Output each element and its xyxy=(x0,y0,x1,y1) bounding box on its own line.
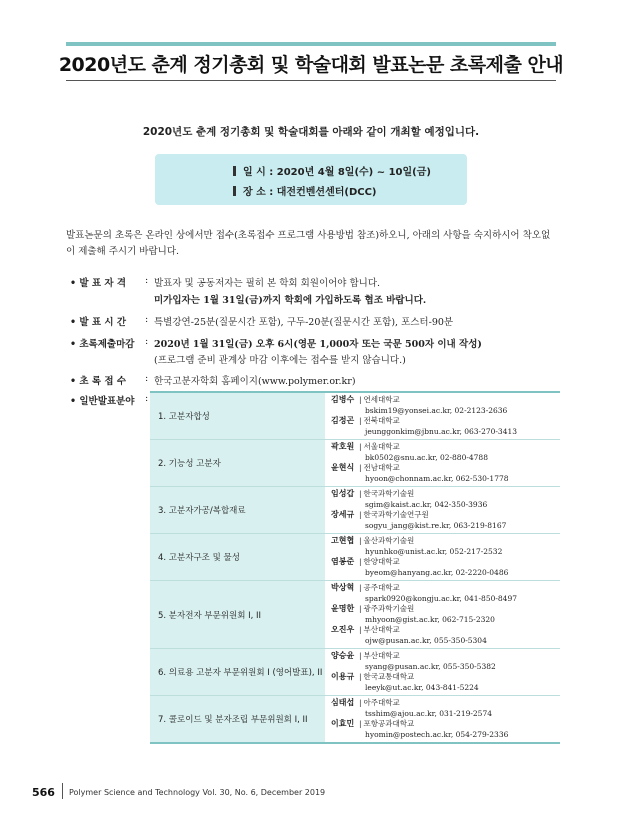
separator: | xyxy=(359,489,362,498)
contact-org: 광주과학기술원 xyxy=(363,604,415,613)
contact-person xyxy=(331,672,560,693)
contact-detail: mhyoon@gist.ac.kr, 062-715-2320 xyxy=(365,614,495,624)
contact-org: 포항공과대학교 xyxy=(363,719,415,728)
contact-person xyxy=(331,510,560,531)
contact-info xyxy=(359,395,507,416)
contact-org: 한국과학기술원 xyxy=(363,489,415,498)
contact-org: 부산대학교 xyxy=(363,651,400,660)
item-value: 발표자 및 공동저자는 필히 본 학회 회원이어야 합니다. xyxy=(154,278,381,289)
colon: : xyxy=(145,336,149,347)
contact-org: 전남대학교 xyxy=(363,463,400,472)
contact-person xyxy=(331,625,560,646)
field-contacts xyxy=(325,649,560,695)
contact-name: 윤명한 xyxy=(331,604,355,613)
contact-info xyxy=(359,604,495,625)
separator: | xyxy=(359,719,362,728)
contact-name: 김정곤 xyxy=(331,416,355,425)
contact-person xyxy=(331,395,560,416)
contact-name: 김병수 xyxy=(331,395,355,404)
contact-person xyxy=(331,442,560,463)
item-label: • 일반발표분야 xyxy=(70,396,135,407)
contact-detail: sogyu_jang@kist.re.kr, 063-219-8167 xyxy=(365,520,507,530)
contact-info xyxy=(359,583,517,604)
contact-name: 곽호원 xyxy=(331,442,355,451)
contact-person xyxy=(331,698,560,719)
page-title: 2020년도 춘계 정기총회 및 학술대회 발표논문 초록제출 안내 xyxy=(58,54,564,76)
contact-info xyxy=(359,651,496,672)
field-category: 7. 콜로이드 및 분자조립 부문위원회 I, II xyxy=(150,696,325,742)
field-contacts xyxy=(325,534,560,580)
contact-info xyxy=(359,625,487,646)
field-category: 6. 의료용 고분자 부문위원회 I (영어발표), II xyxy=(150,649,325,695)
contact-person xyxy=(331,489,560,510)
table-row xyxy=(150,695,560,742)
contact-person xyxy=(331,604,560,625)
item-label: • 발 표 시 간 xyxy=(70,317,127,328)
contact-org: 한국교통대학교 xyxy=(363,672,415,681)
contact-detail: jeunggonkim@jbnu.ac.kr, 063-270-3413 xyxy=(365,426,518,436)
separator: | xyxy=(359,463,362,472)
contact-org: 부산대학교 xyxy=(363,625,400,634)
instruction-paragraph: 발표논문의 초록은 온라인 상에서만 접수(초록접수 프로그램 사용방법 참조)하오니, 아래의 사항을 숙지하시어 착오없이 제출해 주시기 바랍니다. xyxy=(66,230,551,257)
info-date-text: 일 시 : 2020년 4월 8일(수) ~ 10일(금) xyxy=(243,167,431,178)
item-value: (프로그램 준비 관계상 마감 이후에는 접수를 받지 않습니다.) xyxy=(154,355,406,366)
contact-info xyxy=(359,510,506,531)
contact-detail: syang@pusan.ac.kr, 055-350-5382 xyxy=(365,661,496,671)
contact-org: 공주대학교 xyxy=(363,583,400,592)
separator: | xyxy=(359,583,362,592)
table-row xyxy=(150,486,560,533)
contact-person xyxy=(331,651,560,672)
contact-org: 울산과학기술원 xyxy=(363,536,415,545)
info-place xyxy=(233,183,377,198)
item-value: 미가입자는 1월 31일(금)까지 학회에 가입하도록 협조 바랍니다. xyxy=(154,295,427,306)
item-label: • 초록제출마감 xyxy=(70,339,135,350)
contact-detail: hyoon@chonnam.ac.kr, 062-530-1778 xyxy=(365,473,509,483)
contact-detail: byeom@hanyang.ac.kr, 02-2220-0486 xyxy=(365,567,509,577)
contact-person xyxy=(331,557,560,578)
contact-org: 한양대학교 xyxy=(363,557,400,566)
contact-person xyxy=(331,719,560,740)
separator: | xyxy=(359,395,362,404)
field-category: 4. 고분자구조 및 물성 xyxy=(150,534,325,580)
separator: | xyxy=(359,416,362,425)
contact-info xyxy=(359,698,492,719)
colon: : xyxy=(145,314,149,325)
info-date xyxy=(233,163,431,178)
table-row xyxy=(150,648,560,695)
item-label: • 발 표 자 격 xyxy=(70,278,127,289)
info-place-text: 장 소 : 대전컨벤션센터(DCC) xyxy=(243,187,377,198)
field-contacts xyxy=(325,487,560,533)
bullet-bar-icon xyxy=(233,166,236,176)
separator: | xyxy=(359,698,362,707)
contact-detail: hyomin@postech.ac.kr, 054-279-2336 xyxy=(365,729,509,739)
contact-detail: ojw@pusan.ac.kr, 055-350-5304 xyxy=(365,635,487,645)
contact-name: 양승윤 xyxy=(331,651,355,660)
top-rule xyxy=(66,42,556,46)
contact-info xyxy=(359,557,508,578)
footer-divider xyxy=(62,783,63,799)
contact-info xyxy=(359,442,488,463)
table-row xyxy=(150,580,560,648)
contact-detail: tsshim@ajou.ac.kr, 031-219-2574 xyxy=(365,708,492,718)
contact-detail: bk0502@snu.ac.kr, 02-880-4788 xyxy=(365,452,488,462)
contact-name: 이용규 xyxy=(331,672,355,681)
field-contacts xyxy=(325,393,560,439)
contact-org: 전북대학교 xyxy=(363,416,400,425)
field-category: 3. 고분자가공/복합재료 xyxy=(150,487,325,533)
separator: | xyxy=(359,557,362,566)
info-box xyxy=(155,154,467,205)
separator: | xyxy=(359,625,362,634)
contact-info xyxy=(359,719,508,740)
contact-person xyxy=(331,463,560,484)
contact-info xyxy=(359,489,487,510)
contact-name: 임성갑 xyxy=(331,489,355,498)
contact-person xyxy=(331,416,560,437)
item-value: 특별강연-25분(질문시간 포함), 구두-20분(질문시간 포함), 포스터-90분 xyxy=(154,317,454,328)
item-value: 한국고분자학회 홈페이지(www.polymer.or.kr) xyxy=(154,376,356,387)
title-rule xyxy=(66,80,556,81)
journal-info: Polymer Science and Technology Vol. 30, No. 6, December 2019 xyxy=(69,788,326,797)
table-row xyxy=(150,393,560,439)
contact-info xyxy=(359,672,479,693)
contact-name: 박상혁 xyxy=(331,583,355,592)
table-row xyxy=(150,439,560,486)
contact-org: 서울대학교 xyxy=(363,442,400,451)
fields-table xyxy=(150,391,560,744)
contact-detail: spark0920@kongju.ac.kr, 041-850-8497 xyxy=(365,593,517,603)
colon: : xyxy=(145,373,149,384)
contact-name: 심태섭 xyxy=(331,698,355,707)
intro-text: 2020년도 춘계 정기총회 및 학술대회를 아래와 같이 개최할 예정입니다. xyxy=(142,126,480,138)
field-category: 2. 기능성 고분자 xyxy=(150,440,325,486)
contact-info xyxy=(359,463,509,484)
separator: | xyxy=(359,604,362,613)
page-number: 566 xyxy=(32,786,55,799)
field-category: 1. 고분자합성 xyxy=(150,393,325,439)
table-row xyxy=(150,533,560,580)
field-contacts xyxy=(325,696,560,742)
separator: | xyxy=(359,536,362,545)
contact-name: 고현협 xyxy=(331,536,355,545)
contact-detail: bskim19@yonsei.ac.kr, 02-2123-2636 xyxy=(365,405,508,415)
contact-name: 윤현식 xyxy=(331,463,355,472)
contact-org: 한국과학기술연구원 xyxy=(363,510,429,519)
colon: : xyxy=(145,393,149,404)
contact-person xyxy=(331,536,560,557)
separator: | xyxy=(359,510,362,519)
contact-name: 이효민 xyxy=(331,719,355,728)
contact-name: 오진우 xyxy=(331,625,355,634)
separator: | xyxy=(359,651,362,660)
separator: | xyxy=(359,442,362,451)
contact-info xyxy=(359,416,517,437)
contact-detail: leeyk@ut.ac.kr, 043-841-5224 xyxy=(365,682,479,692)
item-value: 2020년 1월 31일(금) 오후 6시(영문 1,000자 또는 국문 500자 이내 작성) xyxy=(154,339,482,350)
field-category: 5. 분자전자 부문위원회 I, II xyxy=(150,581,325,648)
contact-name: 장세규 xyxy=(331,510,355,519)
contact-detail: hyunhko@unist.ac.kr, 052-217-2532 xyxy=(365,546,503,556)
item-label: • 초 록 접 수 xyxy=(70,376,127,387)
contact-org: 연세대학교 xyxy=(363,395,400,404)
contact-info xyxy=(359,536,502,557)
contact-person xyxy=(331,583,560,604)
field-contacts xyxy=(325,581,560,648)
colon: : xyxy=(145,275,149,286)
contact-name: 염봉준 xyxy=(331,557,355,566)
separator: | xyxy=(359,672,362,681)
contact-detail: sgim@kaist.ac.kr, 042-350-3936 xyxy=(365,499,488,509)
bullet-bar-icon xyxy=(233,186,236,196)
field-contacts xyxy=(325,440,560,486)
contact-org: 아주대학교 xyxy=(363,698,400,707)
